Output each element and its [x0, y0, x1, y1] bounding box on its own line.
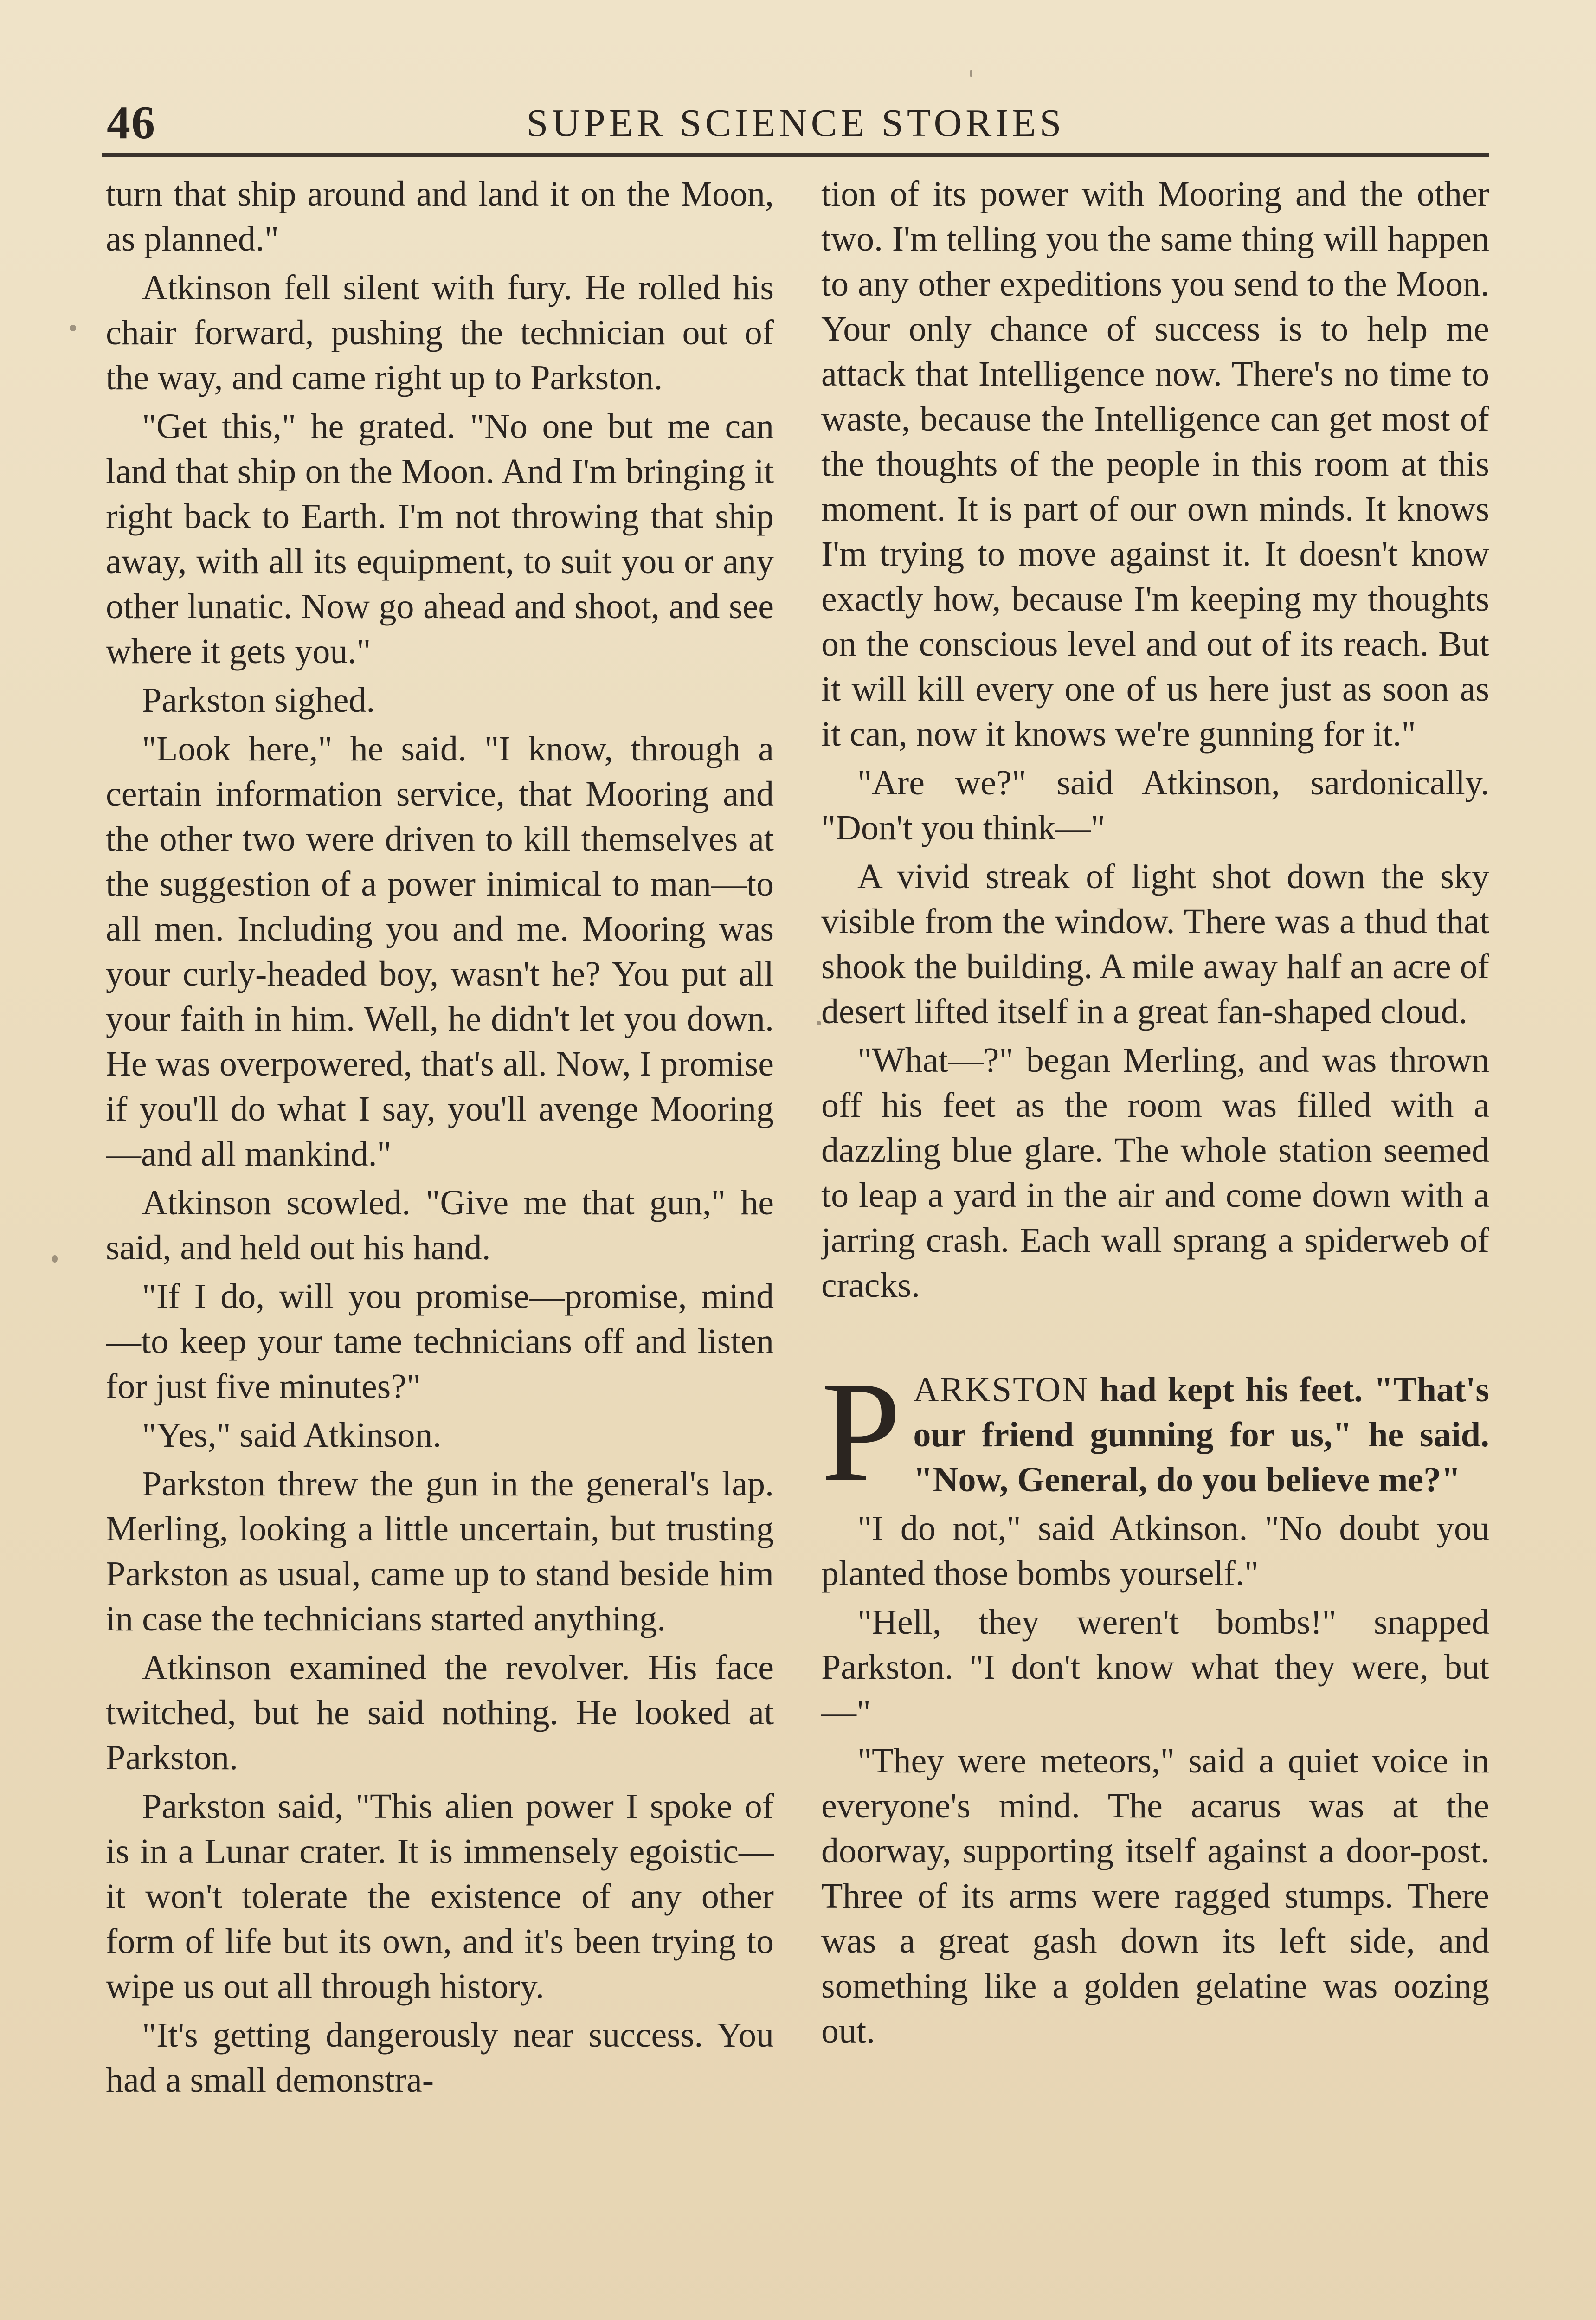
section-break	[821, 1312, 1489, 1367]
paragraph: "Yes," said Atkinson.	[142, 1416, 442, 1455]
paragraph: "Hell, they weren't bombs!" snapped Parkston. "I don't know what they were, but—"	[821, 1603, 1489, 1732]
running-head: SUPER SCIENCE STORIES	[526, 102, 1065, 145]
paragraph: A vivid streak of light shot down the sky visible from the window. There was a thud that shook the building. A mile away half an acre of desert lifted itself in a great fan-shaped cloud.	[821, 857, 1489, 1031]
paragraph: Atkinson scowled. "Give me that gun," he said, and held out his hand.	[106, 1183, 774, 1267]
paragraph: "If I do, will you promise—promise, mind—to keep your tame technicians off and listen for just five minutes?"	[106, 1277, 774, 1406]
paragraph: Atkinson fell silent with fury. He rolled his chair forward, pushing the technician out of the way, and came right up to Parkston.	[106, 268, 774, 397]
right-column	[821, 172, 1489, 2320]
print-speck	[817, 1021, 821, 1025]
print-speck	[52, 1255, 58, 1263]
paragraph: "I do not," said Atkinson. "No doubt you planted those bombs yourself."	[821, 1509, 1489, 1593]
paragraph: "What—?" began Merling, and was thrown off his feet as the room was filled with a dazzling blue glare. The whole station seemed to leap a yard in the air and come down with a jarring crash. Each wall sprang a spiderweb of cracks.	[821, 1041, 1489, 1305]
drop-cap-paragraph	[821, 1352, 1489, 1511]
paragraph: Parkston threw the gun in the general's lap. Merling, looking a little uncertain, but trusting Parkston as usual, came up to stand beside him in case the technicians started anything.	[106, 1464, 774, 1638]
paragraph: turn that ship around and land it on the Moon, as planned."	[106, 174, 774, 258]
paragraph: "Get this," he grated. "No one but me can land that ship on the Moon. And I'm bringing it right back to Earth. I'm not throwing that ship away, with all its equipment, to suit you or any other lunatic. Now go ahead and shoot, and see where it gets you."	[106, 407, 774, 671]
drop-cap-letter: P	[821, 1352, 901, 1511]
paragraph: tion of its power with Mooring and the other two. I'm telling you the same thing will happen to any other expeditions you send to the Moon. Your only chance of success is to help me attack that Intelligence now. There's no time to waste, because the Intelligence can get most of the thoughts of the people in this room at this moment. It is part of our own minds. It knows I'm trying to move against it. It doesn't know exactly how, because I'm keeping my thoughts on the conscious level and out of its reach. But it will kill every one of us here just as soon as it can, now it knows we're gunning for it."	[821, 174, 1489, 754]
page-header	[102, 93, 1489, 157]
drop-cap-paragraph-text: had kept his feet. "That's our friend gunning for us," he said. "Now, General, do you believe me?"	[913, 1370, 1489, 1499]
paragraph: Parkston said, "This alien power I spoke of is in a Lunar crater. It is immensely egoistic—it won't tolerate the existence of any other form of life but its own, and it's been trying to wipe us out all through history.	[106, 1787, 774, 2006]
paragraph: Atkinson examined the revolver. His face twitched, but he said nothing. He looked at Parkston.	[106, 1648, 774, 1777]
paragraph: "It's getting dangerously near success. You had a small demonstra-	[106, 2016, 774, 2100]
paragraph: Parkston sighed.	[142, 681, 375, 720]
page-number: 46	[107, 97, 156, 149]
drop-cap-word: ARKSTON	[913, 1370, 1089, 1409]
paragraph: "Look here," he said. "I know, through a certain information service, that Mooring and the other two were driven to kill themselves at the suggestion of a power inimical to man—to all men. Including you and me. Mooring was your curly-headed boy, wasn't he? You put all your faith in him. Well, he didn't let you down. He was overpowered, that's all. Now, I promise if you'll do what I say, you'll avenge Mooring—and all mankind."	[106, 729, 774, 1173]
print-speck	[70, 325, 76, 331]
paragraph: "Are we?" said Atkinson, sardonically. "Don't you think—"	[821, 763, 1489, 847]
left-column	[106, 172, 774, 2320]
paragraph: "They were meteors," said a quiet voice in everyone's mind. The acarus was at the doorway, supporting itself against a door-post. Three of its arms were ragged stumps. There was a great gash down its left side, and something like a golden gelatine was oozing out.	[821, 1741, 1489, 2050]
print-speck	[970, 70, 972, 77]
